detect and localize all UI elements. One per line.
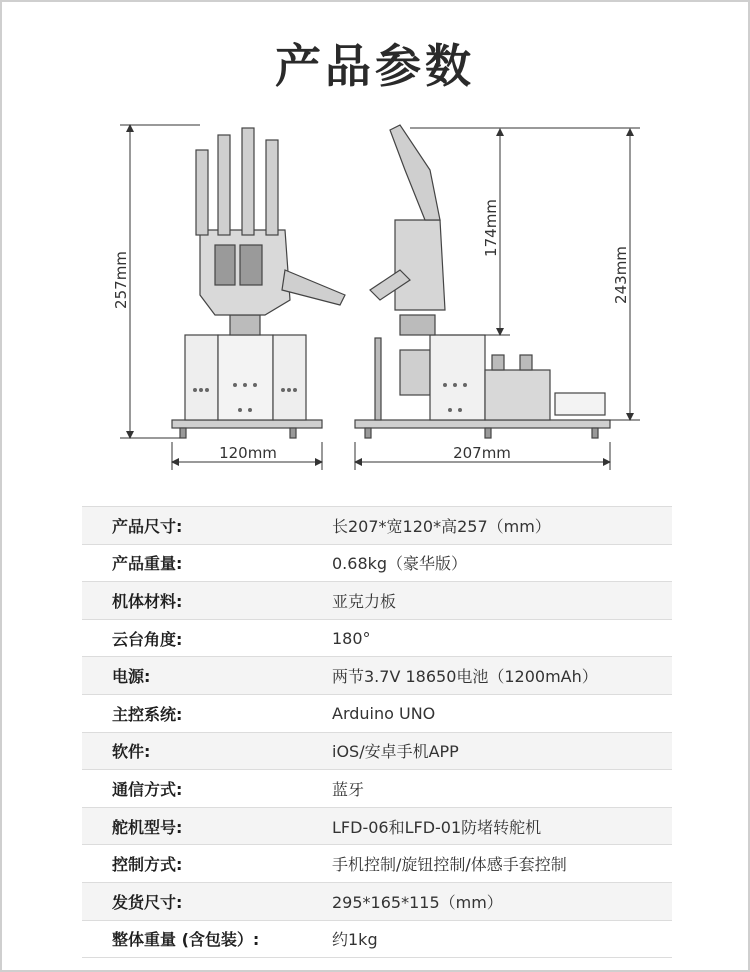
spec-row-shipping-size [82, 883, 672, 921]
spec-label: 控制方式: [112, 855, 183, 875]
side-view-hand-illustration [355, 125, 610, 438]
spec-row-total-weight [82, 921, 672, 959]
spec-label: 主控系统: [112, 704, 183, 724]
dimension-label-120mm: 120mm [219, 444, 277, 462]
spec-value: 0.68kg（豪华版） [332, 554, 468, 574]
spec-row-material [82, 582, 672, 620]
dimension-label-257mm: 257mm [112, 251, 130, 309]
spec-value: 亚克力板 [332, 591, 397, 611]
spec-value: Arduino UNO [332, 703, 436, 723]
spec-value: 蓝牙 [332, 779, 365, 799]
spec-row-pan-angle [82, 620, 672, 658]
spec-label: 舵机型号: [112, 817, 183, 837]
front-view-hand-illustration [172, 128, 345, 438]
spec-value: 295*165*115（mm） [332, 892, 503, 912]
spec-value: 约1kg [332, 930, 378, 950]
spec-row-product-size [82, 507, 672, 545]
spec-table [82, 506, 672, 958]
page-title: 产品参数 [275, 39, 475, 93]
spec-value: 两节3.7V 18650电池（1200mAh） [332, 667, 598, 687]
spec-row-product-weight [82, 545, 672, 583]
spec-label: 云台角度: [112, 629, 183, 649]
dimension-label-174mm: 174mm [482, 199, 500, 257]
spec-row-software [82, 733, 672, 771]
spec-row-power [82, 657, 672, 695]
spec-label: 软件: [112, 742, 151, 762]
spec-row-controller [82, 695, 672, 733]
product-dimension-drawing [0, 110, 750, 480]
spec-label: 产品尺寸: [112, 516, 183, 536]
spec-label: 通信方式: [112, 779, 183, 799]
dimension-label-243mm: 243mm [612, 246, 630, 304]
spec-value: LFD-06和LFD-01防堵转舵机 [332, 817, 542, 837]
spec-row-servo-model [82, 808, 672, 846]
spec-row-communication [82, 770, 672, 808]
spec-value: 长207*宽120*高257（mm） [332, 516, 551, 536]
spec-label: 发货尺寸: [112, 892, 183, 912]
spec-value: 手机控制/旋钮控制/体感手套控制 [332, 855, 567, 875]
spec-label: 电源: [112, 667, 151, 687]
spec-label: 机体材料: [112, 591, 183, 611]
spec-label: 产品重量: [112, 554, 183, 574]
spec-row-control-method [82, 845, 672, 883]
dimension-label-207mm: 207mm [453, 444, 511, 462]
spec-value: 180° [332, 628, 371, 648]
spec-label: 整体重量 (含包装）: [112, 930, 260, 950]
spec-value: iOS/安卓手机APP [332, 742, 459, 762]
